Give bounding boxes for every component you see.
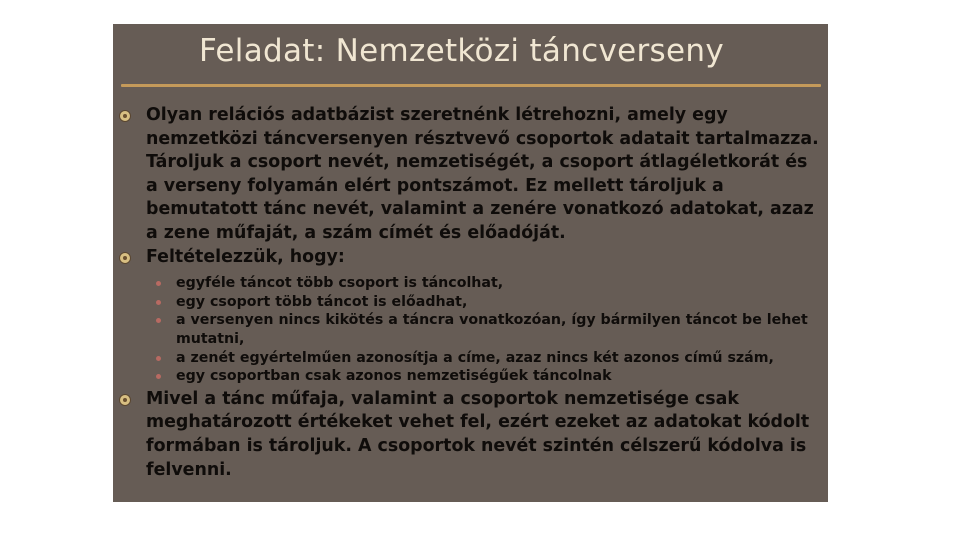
list-item-text: egyféle táncot több csoport is táncolhat, xyxy=(176,275,504,292)
list-item xyxy=(119,311,824,348)
dot-bullet-icon xyxy=(156,374,161,379)
dot-bullet-icon xyxy=(156,356,161,361)
dot-bullet-icon xyxy=(156,281,161,286)
list-item xyxy=(119,274,824,293)
circle-bullet-icon xyxy=(119,110,131,122)
circle-bullet-icon xyxy=(119,252,131,264)
paragraph-task xyxy=(119,104,824,246)
dot-bullet-icon xyxy=(156,300,161,305)
list-item xyxy=(119,349,824,368)
assumption-list xyxy=(119,274,824,386)
title-underline xyxy=(121,84,821,87)
paragraph-text: Mivel a tánc műfaja, valamint a csoportok nemzetisége csak meghatározott értékeket vehet fel, ezért ezeket az adatokat kódolt formában is tároljuk. A csoportok nevét szintén célszerű kódolva is felvenni. xyxy=(146,388,810,480)
paragraph-text: Feltételezzük, hogy: xyxy=(146,246,345,267)
list-item-text: egy csoportban csak azonos nemzetiségűek táncolnak xyxy=(176,368,612,385)
circle-bullet-icon xyxy=(119,394,131,406)
slide-title: Feladat: Nemzetközi táncverseny xyxy=(199,33,724,69)
slide-content xyxy=(119,104,824,482)
paragraph-assumptions xyxy=(119,246,824,270)
list-item-text: a zenét egyértelműen azonosítja a címe, azaz nincs két azonos című szám, xyxy=(176,349,774,366)
paragraph-text: Olyan relációs adatbázist szeretnénk létrehozni, amely egy nemzetközi táncversenyen résztvevő csoportok adatait tartalmazza. Tároljuk a csoport nevét, nemzetiségét, a csoport átlagéletkorát és a verseny folyamán elért pontszámot. Ez mellett tároljuk a bemutatott tánc nevét, valamint a zenére vonatkozó adatokat, azaz a zene műfaját, a szám címét és előadóját. xyxy=(146,105,819,243)
list-item xyxy=(119,293,824,312)
paragraph-encoding xyxy=(119,388,824,482)
dot-bullet-icon xyxy=(156,318,161,323)
list-item xyxy=(119,367,824,386)
slide xyxy=(113,24,828,502)
list-item-text: a versenyen nincs kikötés a táncra vonatkozóan, így bármilyen táncot be lehet mutatni, xyxy=(176,312,808,347)
list-item-text: egy csoport több táncot is előadhat, xyxy=(176,293,468,310)
